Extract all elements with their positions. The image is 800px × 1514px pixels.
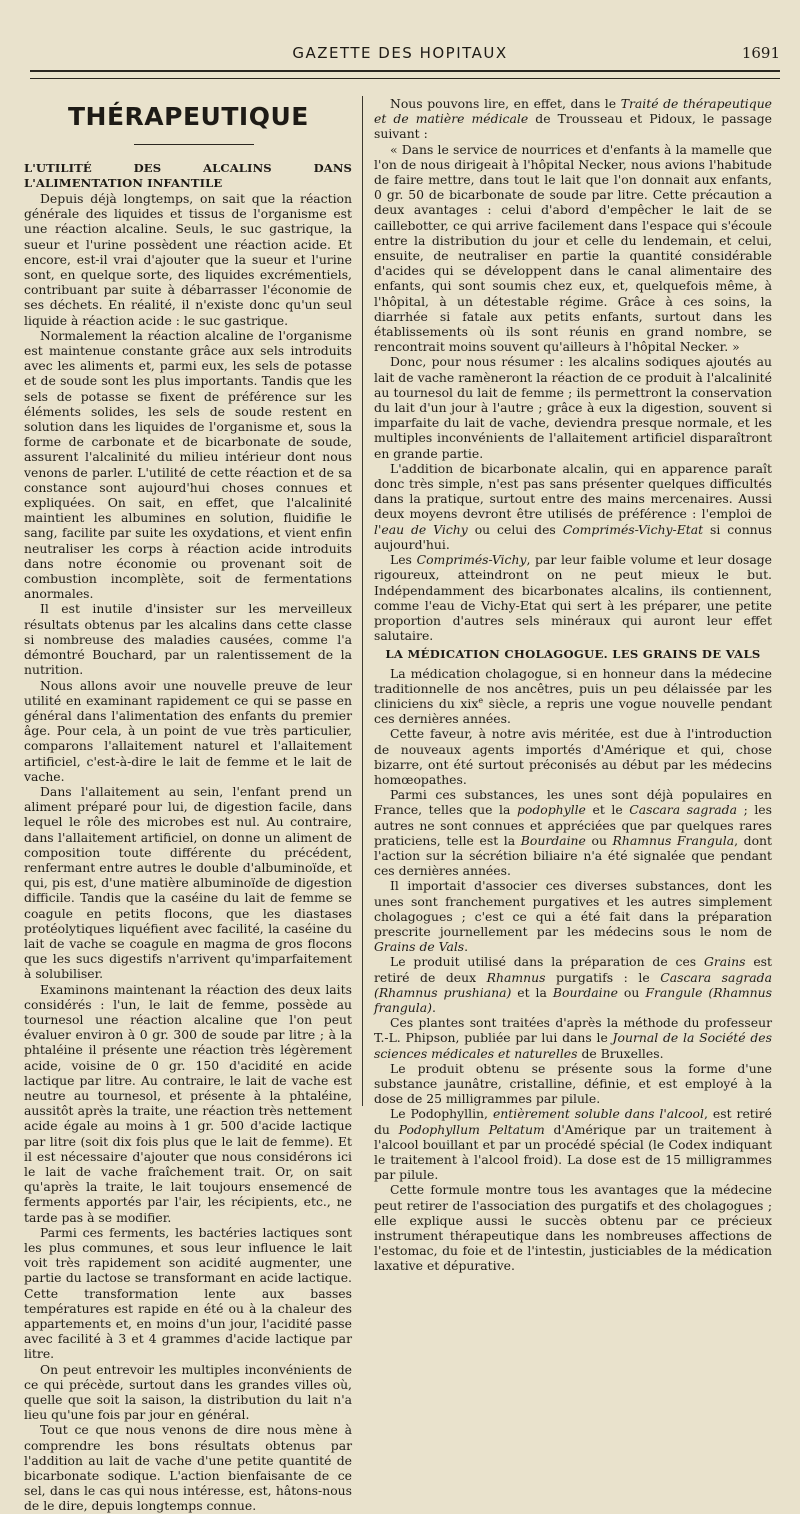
- running-head: [0, 44, 800, 66]
- paragraph: Nous allons avoir une nouvelle preuve de leur utilité en examinant rapidement ce qui se passe en général dans l'alimentation des enfants du premier âge. Pour cela, à un point de vue très particulier, comparons l'allaitement naturel et l'allaitement artificiel, c'est-à-dire le lait de femme et le lait de vache.: [24, 677, 352, 784]
- paragraph: Nous pouvons lire, en effet, dans le Traité de thérapeutique et de matière médicale de Trousseau et Pidoux, le passage suivant :: [374, 96, 773, 142]
- paragraph: Cette formule montre tous les avantages que la médecine peut retirer de l'association des purgatifs et des cholagogues ; elle explique aussi le succès obtenu par ce précieux instrument thérapeutique dans les nombreuses affections de l'estomac, du foie et de l'intestin, justiciables de la médication laxative et dépurative.: [374, 1182, 772, 1274]
- paragraph: Le Podophyllin, entièrement soluble dans l'alcool, est retiré du Podophyllum Peltatum d'Amérique par un traitement à l'alcool bouillant et par un procédé spécial (le Codex indiquant le traitement à l'alcool froid). La dose est de 15 milligrammes par pilule.: [374, 1106, 772, 1183]
- book-title: Traité de thérapeutique et de matière médicale: [374, 96, 773, 127]
- paragraph: L'addition de bicarbonate alcalin, qui en apparence paraît donc très simple, n'est pas sans présenter quelques difficultés dans la pratique, surtout entre des mains mercenaires. Aussi deux moyens devront être utilisés de préférence : l'emploi de l'eau de Vichy ou celui des Comprimés-Vichy-Etat si connus aujourd'hui.: [374, 460, 772, 552]
- page-number: 1691: [741, 44, 780, 62]
- quotation: « Dans le service de nourrices et d'enfants à la mamelle que l'on de nous dirigeait à l'hôpital Necker, nous avions l'habitude de faire mettre, dans tout le lait que l'on donnait aux enfants, 0 gr. 50 de bicarbonate de soude par litre. Cette précaution a deux avantages : celui d'abord d'empêcher le lait de se caillebotter, ce qui arrive facilement dans l'espace qui s'écoule entre la distribution du jour et celle du lendemain, et celui, ensuite, de neutraliser en partie la quantité considérable d'acides qui se développent dans le canal alimentaire des enfants, qui sont soumis chez eux, et, quelquefois même, à l'hôpital, à un détestable régime. Grâce à ces soins, la diarrhée si fatale aux petits enfants, surtout dans les établissements où ils sont réunis en grand nombre, se rencontrait moins souvent qu'ailleurs à l'hôpital Necker. »: [374, 141, 772, 355]
- paragraph: Tout ce que nous venons de dire nous mène à comprendre les bons résultats obtenus par l'addition au lait de vache d'une petite quantité de bicarbonate sodique. L'action bienfaisante de ce sel, dans le cas qui nous intéresse, est, hâtons-nous de le dire, depuis longtemps connue.: [24, 1422, 352, 1514]
- paragraph: Dans l'allaitement au sein, l'enfant prend un aliment préparé pour lui, de digestion facile, dans lequel le rôle des microbes est nul. Au contraire, dans l'allaitement artificiel, on donne un aliment de composition toute différente du précédent, renfermant entre autres le double d'albuminoïde, et qui, pis est, d'une matière albuminoïde de digestion difficile. Tandis que la caséine du lait de femme se coagule en petits flocons, que les diastases protéolytiques liquéfient avec facilité, la caséine du lait de vache se coagule en magma de gros flocons que les sucs digestifs n'arrivent qu'imparfaitement à solubiliser.: [24, 783, 352, 982]
- article-title: L'UTILITÉ DES ALCALINS DANS L'ALIMENTATION INFANTILE: [24, 161, 352, 190]
- paragraph: Cette faveur, à notre avis méritée, est due à l'introduction de nouveaux agents importés d'Amérique et qui, chose bizarre, ont été surtout préconisés au début par les médecins homœopathes.: [374, 726, 772, 787]
- section-heading: THÉRAPEUTIQUE: [68, 102, 309, 131]
- paragraph: Depuis déjà longtemps, on sait que la réaction générale des liquides et tissus de l'organisme est une réaction alcaline. Seuls, le suc gastrique, la sueur et l'urine possèdent une réaction acide. Et encore, est-il vrai d'ajouter que la sueur et l'urine sont, en quelque sorte, des liquides excrémentiels, contribuant par suite à débarrasser l'économie de ses déchets. En réalité, il n'existe donc qu'un seul liquide à réaction acide : le suc gastrique.: [24, 191, 352, 328]
- paragraph: Ces plantes sont traitées d'après la méthode du professeur T.-L. Phipson, publiée par lui dans le Journal de la Société des sciences médicales et naturelles de Bruxelles.: [374, 1015, 772, 1061]
- paragraph: Parmi ces substances, les unes sont déjà populaires en France, telles que la podophylle et le Cascara sagrada ; les autres ne sont connues et appréciées que par quelques rares praticiens, telle est la Bourdaine ou Rhamnus Frangula, dont l'action sur la sécrétion biliaire n'a été signalée que pendant ces dernières années.: [374, 787, 773, 879]
- paragraph: Parmi ces ferments, les bactéries lactiques sont les plus communes, et sous leur influence le lait voit très rapidement son acidité augmenter, une partie du lactose se transformant en acide lactique. Cette transformation lente aux basses températures est rapide en été ou à la chaleur des appartements et, en moins d'un jour, l'acidité passe avec facilité à 3 et 4 grammes d'acide lactique par litre.: [24, 1224, 352, 1362]
- paragraph: Le produit utilisé dans la préparation de ces Grains est retiré de deux Rhamnus purgatifs : le Cascara sagrada (Rhamnus prushiana) et la Bourdaine ou Frangule (Rhamnus frangula).: [374, 954, 773, 1015]
- sub-heading: LA MÉDICATION CHOLAGOGUE. LES GRAINS DE VALS: [385, 647, 761, 662]
- heading-rule: [134, 144, 254, 145]
- paragraph: La médication cholagogue, si en honneur dans la médecine traditionnelle de nos ancêtres, puis un peu délaissée par les cliniciens du xix$^e$ siècle, a repris une vogue nouvelle pendant ces dernières années.: [374, 665, 773, 727]
- paragraph: Il importait d'associer ces diverses substances, dont les unes sont franchement purgatives et les autres simplement cholagogues ; c'est ce qui a été fait dans la préparation prescrite journellement par les médecins sous le nom de Grains de Vals.: [374, 878, 772, 955]
- paragraph: Le produit obtenu se présente sous la forme d'une substance jaunâtre, cristalline, définie, et est employé à la dose de 25 milligrammes par pilule.: [374, 1060, 772, 1107]
- paragraph: Normalement la réaction alcaline de l'organisme est maintenue constante grâce aux sels introduits avec les aliments et, parmi eux, les sels de potasse et de soude sont les plus importants. Tandis que les sels de potasse se fixent de préférence sur les éléments solides, les sels de soude restent en solution dans les liquides de l'organisme et, sous la forme de carbonate et de bicarbonate de soude, assurent l'alcalinité du milieu intérieur dont nous venons de parler. L'utilité de cette réaction et de sa constance sont aujourd'hui choses connues et expliquées. On sait, en effet, que l'alcalinité maintient les albumines en solution, fluidifie le sang, facilite par suite les oxydations, et vient enfin neutraliser les corps à réaction acide introduits dans notre économie ou provenant soit de combustion incomplète, soit de fermentations anormales.: [24, 327, 352, 602]
- right-column: [374, 96, 772, 1274]
- paragraph: Examinons maintenant la réaction des deux laits considérés : l'un, le lait de femme, possède au tournesol une réaction alcaline que l'on peut évaluer environ à 0 gr. 300 de soude par litre ; à la phtaléine il présente une réaction très légèrement acide, voisine de 0 gr. 150 d'acidité en acide lactique par litre. Au contraire, le lait de vache est neutre au tournesol, et présente à la phtaléine, aussitôt après la traite, une réaction très nettement acide égale au moins à 1 gr. 500 d'acide lactique par litre (soit dix fois plus que le lait de femme). Et il est nécessaire d'ajouter que nous considérons ici le lait de vache fraîchement trait. Or, on sait qu'après la traite, le lait toujours ensemencé de ferments apportés par l'air, les récipients, etc., ne tarde pas à se modifier.: [24, 981, 352, 1225]
- header-rule: [30, 70, 780, 79]
- paragraph: Les Comprimés-Vichy, par leur faible volume et leur dosage rigoureux, atteindront on ne peut mieux le but. Indépendamment des bicarbonates alcalins, ils contiennent, comme l'eau de Vichy-Etat qui sert à les préparer, une petite proportion d'autres sels minéraux qui auront leur effet salutaire.: [374, 552, 773, 644]
- paragraph: Il est inutile d'insister sur les merveilleux résultats obtenus par les alcalins dans cette classe si nombreuse des maladies causées, comme l'a démontré Bouchard, par un ralentissement de la nutrition.: [24, 601, 352, 678]
- paragraph: Donc, pour nous résumer : les alcalins sodiques ajoutés au lait de vache ramèneront la réaction de ce produit à l'alcalinité au tournesol du lait de femme ; ils permettront la conservation du lait d'un jour à l'autre ; grâce à eux la digestion, souvent si imparfaite du lait de vache, deviendra presque normale, et les multiples inconvénients de l'allaitement artificiel disparaîtront en grande partie.: [374, 354, 772, 461]
- paragraph: On peut entrevoir les multiples inconvénients de ce qui précède, surtout dans les grandes villes où, quelle que soit la saison, la distribution du lait n'a lieu qu'une fois par jour en général.: [24, 1361, 352, 1423]
- running-title: GAZETTE DES HOPITAUX: [292, 44, 508, 62]
- column-divider: [362, 96, 363, 1106]
- left-column: [24, 96, 352, 1514]
